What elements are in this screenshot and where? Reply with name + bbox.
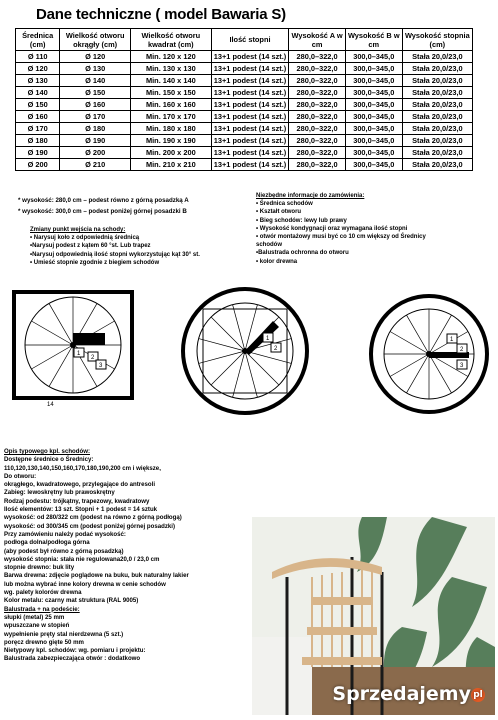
description-line: wypełnienie pręty stal nierdzewna (5 szt.) [4,630,124,638]
d3-step-3: 3 [460,363,464,369]
table-cell: Ø 210 [60,159,131,171]
description-line: Dostępne średnice o Średnicy: [4,456,94,464]
description-line: Barwa drewna: zdjęcie poglądowe na buku, buk naturalny lakier [4,572,189,580]
step-line [31,345,73,369]
table-cell: 300,0–345,0 [345,111,402,123]
description-line: Ilość elementów: 13 szt. Stopni + 1 podest = 14 sztuk [4,506,158,514]
table-cell: 13+1 podest (14 szt.) [211,51,289,63]
table-row [16,135,473,147]
table-cell: Stała 20,0/23,0 [402,75,472,87]
table-cell: 300,0–345,0 [345,51,402,63]
table-header-cell: Wielkość otworu kwadrat (cm) [130,29,211,51]
step-line [233,305,245,351]
table-cell: Ø 200 [16,159,60,171]
table-row [16,123,473,135]
description-line: Rodzaj podestu: trójkątny, trapezowy, kwadratowy [4,497,150,505]
table-cell: 280,0–322,0 [289,75,346,87]
stair-diagram-round-small [365,290,493,418]
table-cell: 13+1 podest (14 szt.) [211,87,289,99]
step-line [390,354,429,377]
table-cell: Ø 160 [16,111,60,123]
table-row [16,147,473,159]
table-cell: Stała 20,0/23,0 [402,51,472,63]
table-row [16,87,473,99]
table-cell: Stała 20,0/23,0 [402,99,472,111]
order-item: • Bieg schodów: lewy lub prawy [256,217,347,224]
d2-step-2: 2 [274,346,278,352]
table-cell: 13+1 podest (14 szt.) [211,99,289,111]
table-cell: Min. 190 x 190 [130,135,211,147]
description-line: wysokość: od 280/322 cm (podest na równo z górną podłogą) [4,514,182,522]
table-cell: Ø 120 [16,63,60,75]
description-line: poręcz drewno gięte 50 mm [4,638,84,646]
table-cell: Ø 140 [60,75,131,87]
table-cell: Min. 140 x 140 [130,75,211,87]
table-cell: 280,0–322,0 [289,99,346,111]
order-item: • Wysokość kondygnacji oraz wymagana ilość stopni [256,225,408,232]
note-height-a: * wysokość: 280,0 cm – podest równo z górną posadzką A [18,197,189,204]
table-header-cell: Ilość stopni [211,29,289,51]
table-cell: 300,0–345,0 [345,147,402,159]
order-item: • kolor drewna [256,258,298,265]
order-info [256,192,426,266]
table-cell: Min. 150 x 150 [130,87,211,99]
table-cell: Ø 130 [60,63,131,75]
table-cell: Ø 180 [60,123,131,135]
table-cell: Min. 180 x 180 [130,123,211,135]
table-cell: Stała 20,0/23,0 [402,147,472,159]
description-line: (aby podest był równo z górną posadzką) [4,547,124,555]
table-cell: Stała 20,0/23,0 [402,159,472,171]
step-line [245,351,291,363]
table-cell: Ø 180 [16,135,60,147]
description-line: Zabieg: lewoskrętny lub prawoskrętny [4,489,115,497]
description-line: stopnie drewno: buk lity [4,564,75,572]
step-line [390,332,429,355]
table-header-row [16,29,473,51]
d3-step-2: 2 [460,347,464,353]
table-cell: 280,0–322,0 [289,63,346,75]
table-cell: 300,0–345,0 [345,75,402,87]
table-cell: 300,0–345,0 [345,63,402,75]
description-line: Kolor metalu: czarny mat struktura (RAL 9005) [4,597,139,605]
table-cell: Ø 200 [60,147,131,159]
entry-item: • Narysuj koło z odpowiednią średnicą [30,235,140,242]
entry-heading: Zmiany punkt wejścia na schody: [30,227,126,233]
stair-diagram-square [10,288,140,408]
table-row [16,99,473,111]
table-cell: 300,0–345,0 [345,87,402,99]
order-item: • Kształt otworu [256,209,302,216]
order-item: schodów [256,242,283,249]
step-line [31,321,73,345]
description-line: 110,120,130,140,150,160,170,180,190,200 cm i większe, [4,464,161,472]
watermark-text: Sprzedajemy [332,683,471,705]
step-line [211,351,245,385]
table-cell: 13+1 podest (14 szt.) [211,111,289,123]
table-cell: Ø 170 [16,123,60,135]
table-cell: 280,0–322,0 [289,159,346,171]
description-line: Przy zamówieniu należy podać wysokość: [4,530,126,538]
description-line: Balustrada + na podeście: [4,605,80,613]
table-cell: Ø 120 [60,51,131,63]
description-line: Balustrada zabezpieczająca otwór : dodatkowo [4,655,141,663]
table-cell: 300,0–345,0 [345,123,402,135]
stair-photo [252,517,495,715]
table-cell: Ø 170 [60,111,131,123]
table-cell: 300,0–345,0 [345,135,402,147]
typical-set-description [4,448,244,664]
table-cell: Stała 20,0/23,0 [402,123,472,135]
table-cell: Ø 140 [16,87,60,99]
table-cell: Ø 160 [60,99,131,111]
d2-step-1: 1 [266,336,270,342]
stair-diagram-round [175,285,315,420]
step-line [429,354,452,393]
table-row [16,159,473,171]
order-item: • otwór montażowy musi być co 10 cm większy od Średnicy [256,234,426,241]
table-row [16,111,473,123]
table-row [16,51,473,63]
d1-step-2: 2 [91,355,95,361]
step-line [245,351,257,397]
note-height-b: * wysokość: 300,0 cm – podest poniżej górnej posadzki B [18,208,187,215]
watermark-dot: pl [471,688,485,702]
table-row [16,63,473,75]
order-heading: Niezbędne informacje do zamówienia: [256,193,365,199]
table-header-cell: Wysokość B w cm [345,29,402,51]
entry-instructions [30,226,200,267]
step-line [49,345,73,387]
table-cell: 300,0–345,0 [345,99,402,111]
step-line [49,303,73,345]
description-line: wysokość: od 300/345 cm (podest poniżej górnej posadzki) [4,522,176,530]
entry-item: •Narysuj podest z kątem 60 °st. Lub trapez [30,243,151,250]
description-line: podłoga dolna/podłoga górna [4,539,90,547]
step-line [407,354,430,393]
d1-step-14: 14 [47,402,54,408]
table-cell: 13+1 podest (14 szt.) [211,159,289,171]
table-cell: Ø 190 [60,135,131,147]
table-cell: 13+1 podest (14 szt.) [211,75,289,87]
table-cell: Stała 20,0/23,0 [402,63,472,75]
table-row [16,75,473,87]
table-cell: Min. 210 x 210 [130,159,211,171]
table-cell: Stała 20,0/23,0 [402,135,472,147]
table-cell: Min. 160 x 160 [130,99,211,111]
entry-item: • Umieść stopnie zgodnie z biegiem schodów [30,259,160,266]
step-line [245,351,279,385]
d1-step-1: 1 [77,351,81,357]
step-line [407,315,430,354]
step-line [199,351,245,363]
table-cell: 280,0–322,0 [289,87,346,99]
table-cell: 13+1 podest (14 szt.) [211,123,289,135]
table-cell: Ø 150 [16,99,60,111]
description-line: wg. palety kolorów drewna [4,589,82,597]
d3-step-1: 1 [450,337,454,343]
step-line [233,351,245,397]
order-item: • Średnica schodów [256,201,313,208]
order-item: •Balustrada ochronna do otworu [256,250,349,257]
description-line: wpuszczane w stopień [4,622,70,630]
table-cell: 300,0–345,0 [345,159,402,171]
description-line: Opis typowego kpl. schodów: [4,448,90,455]
table-cell: Min. 200 x 200 [130,147,211,159]
table-cell: Min. 120 x 120 [130,51,211,63]
watermark [332,683,485,705]
table-header-cell: Średnica (cm) [16,29,60,51]
spec-table [15,28,473,171]
table-cell: 280,0–322,0 [289,123,346,135]
table-cell: Stała 20,0/23,0 [402,111,472,123]
table-cell: Ø 110 [16,51,60,63]
step-line [199,339,245,351]
table-cell: Min. 130 x 130 [130,63,211,75]
description-line: okrągłego, kwadratowego, przylegające do antresoli [4,481,156,489]
table-cell: 13+1 podest (14 szt.) [211,147,289,159]
table-cell: Ø 150 [60,87,131,99]
table-cell: Min. 170 x 170 [130,111,211,123]
table-cell: 280,0–322,0 [289,135,346,147]
table-cell: 280,0–322,0 [289,147,346,159]
description-line: Do otworu: [4,472,37,480]
description-line: wysokość stopnia: stała nie regulowana20,0 / 23,0 cm [4,555,160,563]
table-cell: 280,0–322,0 [289,51,346,63]
page-title: Dane techniczne ( model Bawaria S) [36,6,286,23]
description-line: lub można wybrać inne kolory drewna w cenie schodów [4,580,166,588]
table-header-cell: Wysokość stopnia (cm) [402,29,472,51]
step-line [211,317,245,351]
table-cell: Stała 20,0/23,0 [402,87,472,99]
table-header-cell: Wielkość otworu okrągły (cm) [60,29,131,51]
table-header-cell: Wysokość A w cm [289,29,346,51]
description-line: słupki (metal) 25 mm [4,613,65,621]
table-cell: 13+1 podest (14 szt.) [211,63,289,75]
d1-step-3: 3 [99,363,103,369]
table-cell: Ø 190 [16,147,60,159]
description-line: Nietypowy kpl. schodów: wg. pomiaru i projektu: [4,647,146,655]
entry-item: •Narysuj odpowiednią ilość stopni wykorzystując kąt 30° st. [30,251,200,258]
table-cell: Ø 130 [16,75,60,87]
table-body [16,51,473,171]
table-cell: 13+1 podest (14 szt.) [211,135,289,147]
table-cell: 280,0–322,0 [289,111,346,123]
